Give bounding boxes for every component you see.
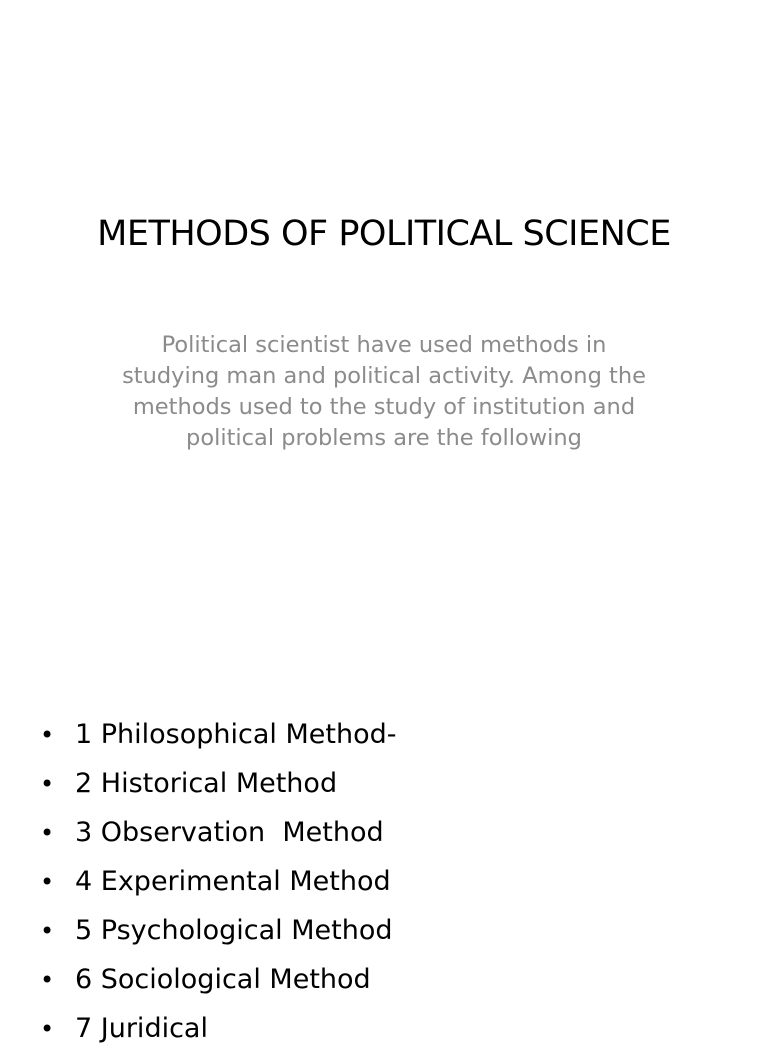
list-item-text: 2 Historical Method <box>75 768 338 799</box>
list-item <box>40 716 397 765</box>
bullet-icon: • <box>40 917 55 945</box>
list-item <box>40 765 397 814</box>
list-item <box>40 912 397 961</box>
list-item <box>40 961 397 1010</box>
list-item <box>40 863 397 912</box>
slide-subtitle: Political scientist have used methods in studying man and political activity. Among the methods used to the study of institution and political problems are the following <box>122 332 646 451</box>
bullet-icon: • <box>40 770 55 798</box>
list-item-text: 7 Juridical <box>75 1013 208 1044</box>
methods-list <box>40 716 397 1059</box>
methods-list-slide <box>0 682 768 1044</box>
list-item-text: 5 Psychological Method <box>75 915 393 946</box>
bullet-icon: • <box>40 1015 55 1043</box>
bullet-icon: • <box>40 721 55 749</box>
list-item <box>40 1010 397 1059</box>
list-item <box>40 814 397 863</box>
slide-title: METHODS OF POLITICAL SCIENCE <box>97 214 671 254</box>
list-item-text: 3 Observation Method <box>75 817 384 848</box>
bullet-icon: • <box>40 819 55 847</box>
list-item-text: 1 Philosophical Method- <box>75 719 397 750</box>
bullet-icon: • <box>40 868 55 896</box>
bullet-icon: • <box>40 966 55 994</box>
list-item-text: 6 Sociological Method <box>75 964 371 995</box>
list-item-text: 4 Experimental Method <box>75 866 391 897</box>
